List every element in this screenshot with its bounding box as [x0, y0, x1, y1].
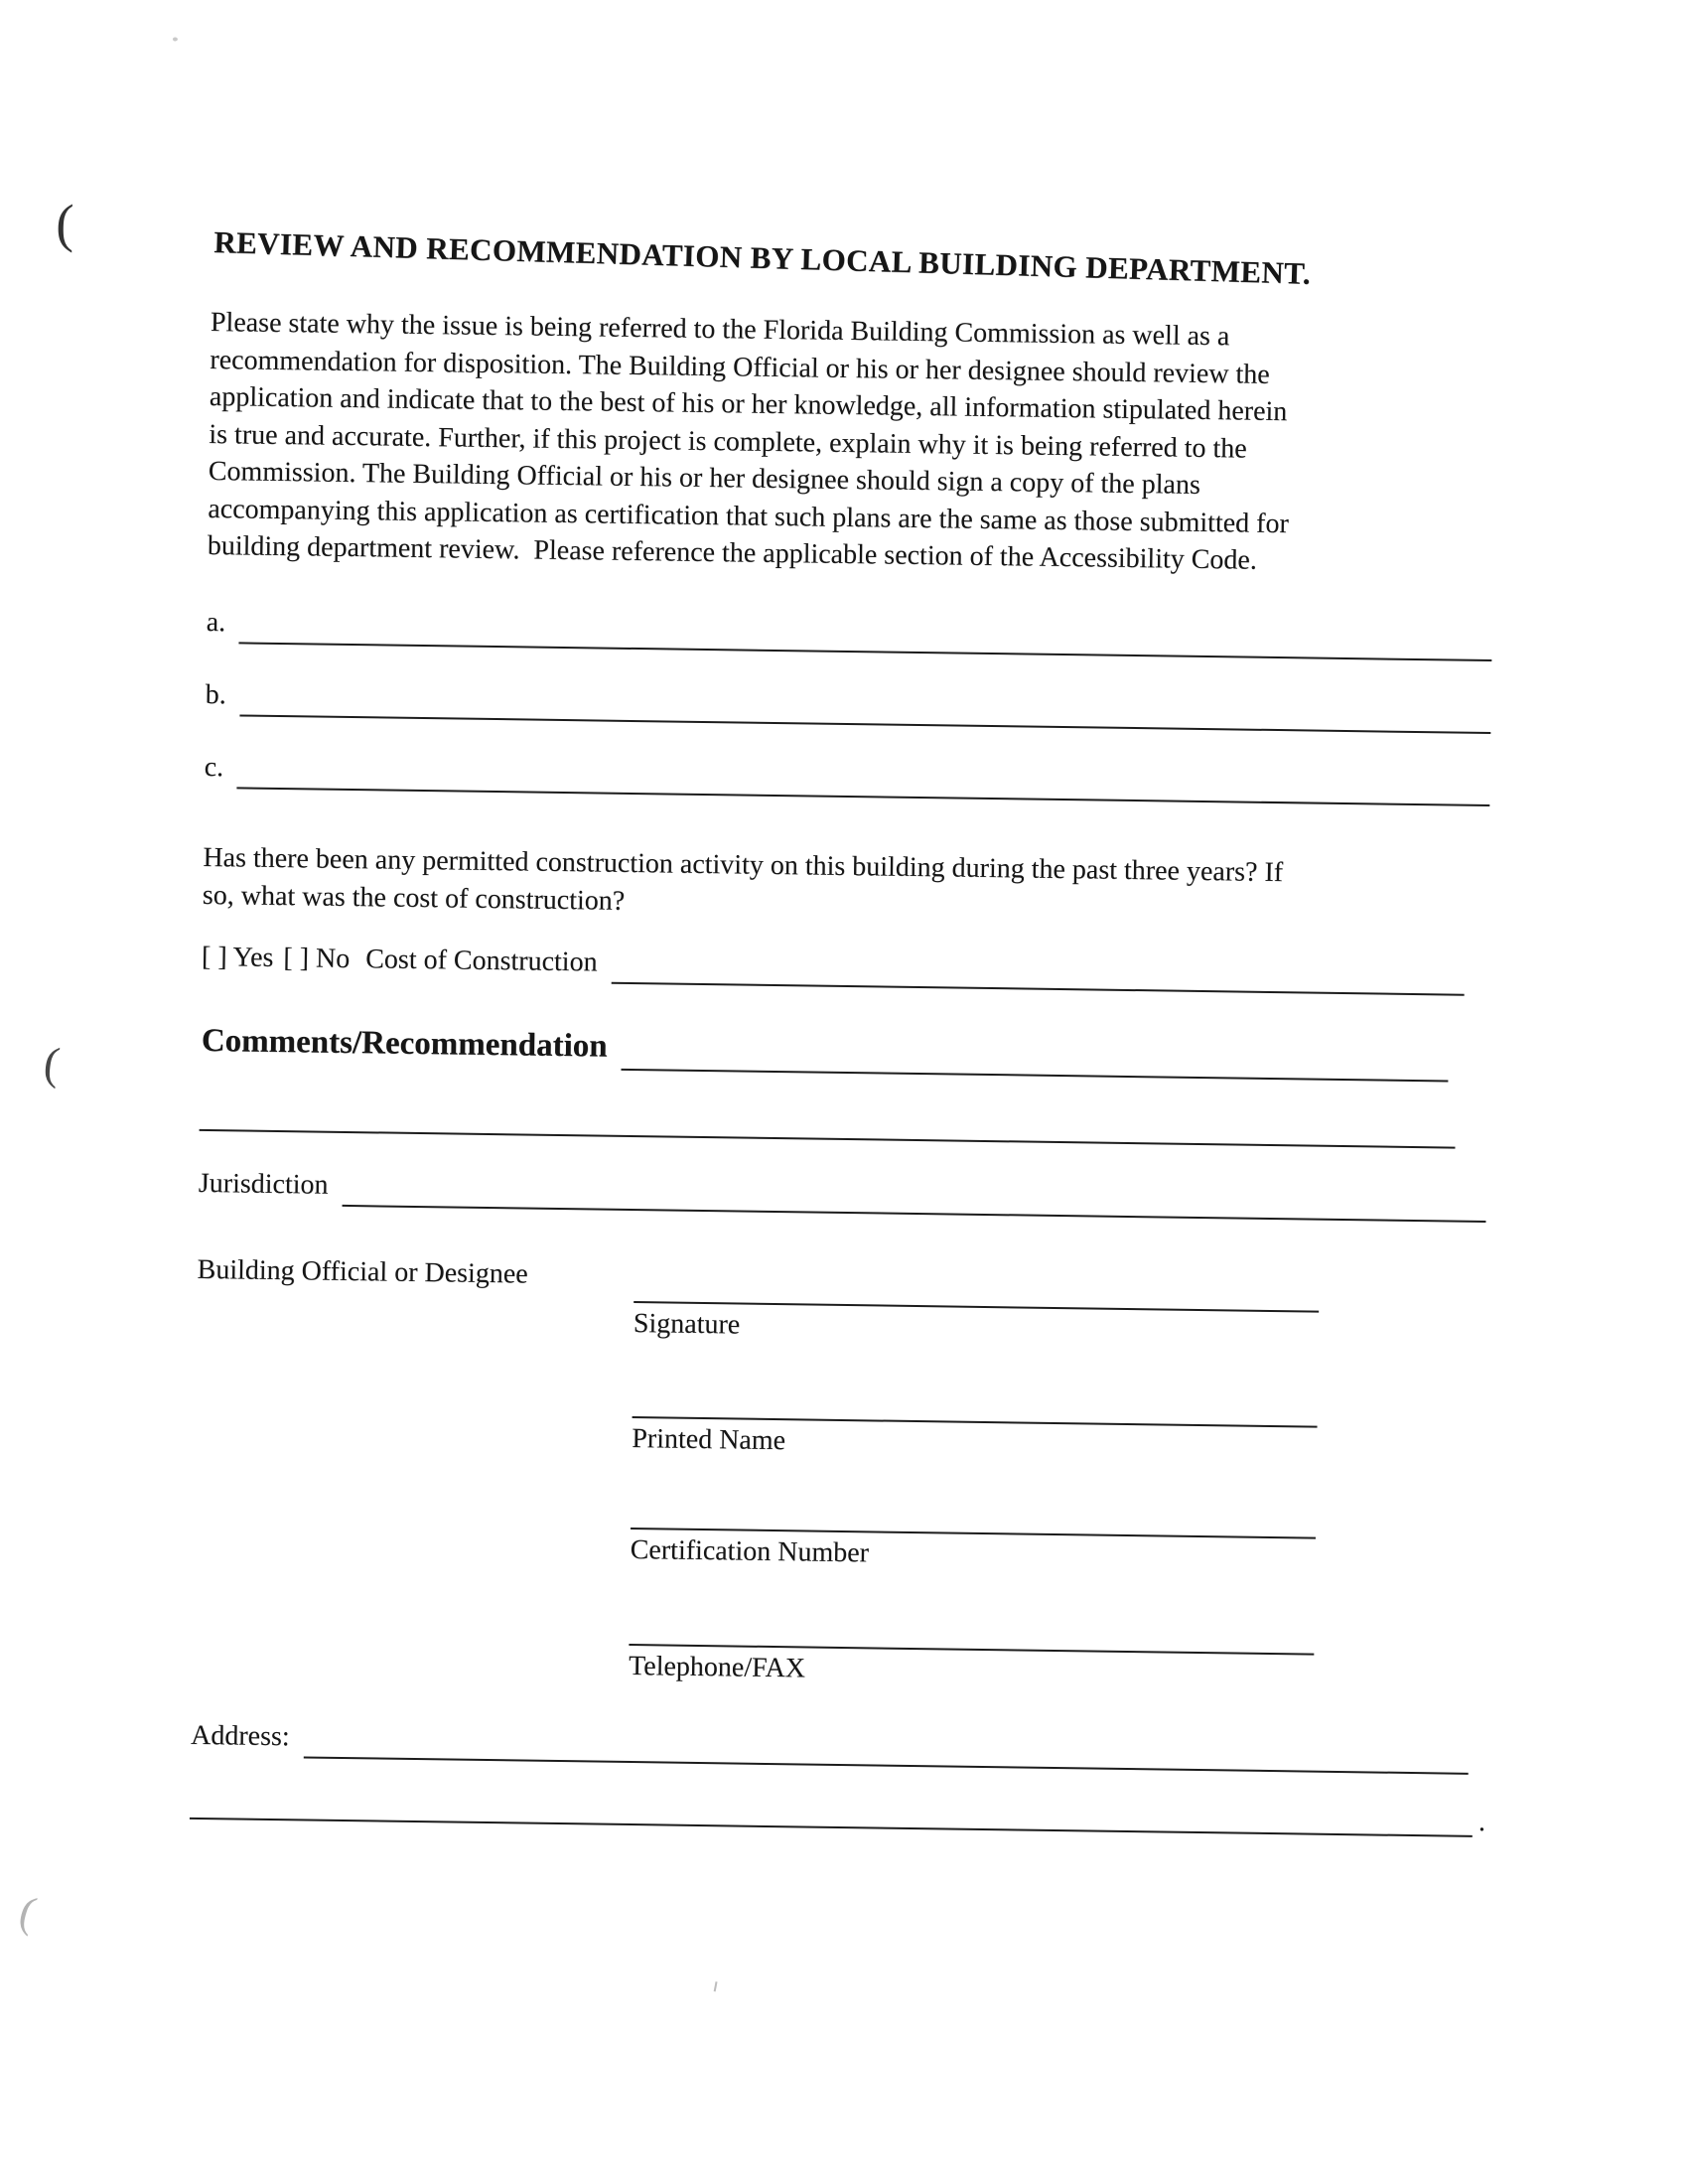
address-row [191, 1719, 1469, 1771]
printed-name-caption: Printed Name [632, 1423, 786, 1457]
yes-checkbox: [ ] Yes [201, 941, 274, 973]
intro-line: is true and accurate. Further, if this project is complete, explain why it is being referred to the [209, 418, 1247, 465]
intro-line: recommendation for disposition. The Building Official or his or her designee should review the [210, 344, 1270, 390]
intro-line: accompanying this application as certification that such plans are the same as those submitted for [208, 493, 1290, 539]
certification-number-input-line [631, 1488, 1317, 1539]
intro-line: Commission. The Building Official or his or her designee should sign a copy of the plans [208, 455, 1201, 501]
address-input-line-1 [303, 1756, 1468, 1774]
reason-input-line-c [237, 787, 1489, 806]
reason-row-b [205, 678, 1490, 730]
signature-block [633, 1261, 1320, 1351]
scan-artifact-paren-top: ( [55, 193, 74, 254]
trailing-period: . [1477, 1806, 1486, 1838]
printed-name-block [632, 1377, 1318, 1466]
comments-row [202, 1021, 1449, 1079]
jurisdiction-row [199, 1167, 1486, 1219]
comments-input-line-2 [200, 1099, 1456, 1149]
construction-question [203, 839, 1284, 929]
reason-row-a [206, 606, 1491, 657]
jurisdiction-input-line [342, 1205, 1485, 1223]
page-title: REVIEW AND RECOMMENDATION BY LOCAL BUILDING DEPARTMENT. [212, 224, 1312, 291]
intro-line: application and indicate that to the best of his or her knowledge, all information stipulated herein [209, 380, 1288, 428]
reason-input-line-b [239, 714, 1490, 734]
telephone-fax-caption: Telephone/FAX [628, 1651, 806, 1684]
reason-row-c [204, 751, 1489, 802]
comments-label: Comments/Recommendation [201, 1022, 608, 1065]
reason-label-a: a. [206, 606, 226, 639]
question-line: Has there been any permitted construction activity on this building during the past three years? If [203, 841, 1284, 889]
address-input-line-2 [190, 1818, 1473, 1837]
intro-line: building department review. Please reference the applicable section of the Accessibility Code. [207, 529, 1258, 576]
intro-line: Please state why the issue is being referred to the Florida Building Commission as well as a [210, 306, 1230, 353]
telephone-fax-block [629, 1604, 1315, 1693]
address-label: Address: [190, 1719, 290, 1753]
telephone-fax-input-line [629, 1604, 1315, 1656]
building-official-label: Building Official or Designee [197, 1253, 528, 1290]
intro-paragraph [208, 304, 1292, 580]
address-row-2 [190, 1788, 1485, 1839]
reason-label-b: b. [205, 678, 226, 711]
cost-of-construction-input-line [611, 982, 1464, 996]
scan-speck-bottom [714, 1981, 718, 1991]
reason-label-c: c. [204, 751, 224, 784]
printed-name-input-line [633, 1377, 1319, 1428]
cost-row [202, 941, 1465, 992]
comments-input-line-1 [621, 1069, 1448, 1083]
question-line: so, what was the cost of construction? [202, 879, 626, 917]
scan-artifact-paren-middle: ( [41, 1037, 63, 1090]
reason-input-line-a [239, 642, 1491, 661]
jurisdiction-label: Jurisdiction [198, 1167, 329, 1201]
signature-caption: Signature [633, 1308, 741, 1341]
cost-of-construction-label: Cost of Construction [365, 944, 598, 978]
signature-input-line [633, 1261, 1320, 1313]
certification-number-caption: Certification Number [630, 1534, 870, 1569]
certification-number-block [630, 1488, 1316, 1577]
scan-artifact-paren-bottom: ( [14, 1886, 42, 1938]
scan-speck-top [173, 37, 178, 41]
no-checkbox: [ ] No [283, 943, 351, 975]
